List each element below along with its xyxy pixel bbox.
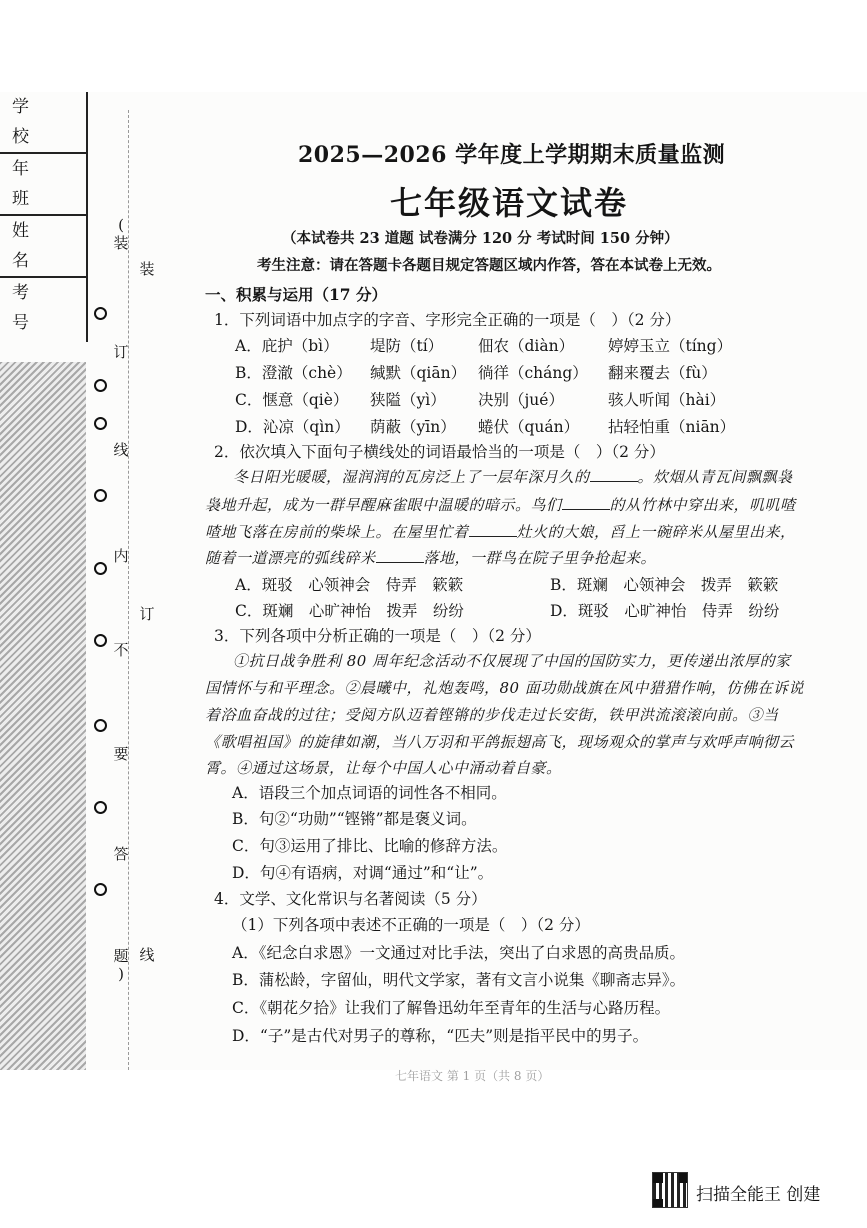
q1-option: B．澄澈（chè） [235,364,352,382]
binding-label: 线 [113,441,129,459]
q1-option: 婷婷玉立（tíng） [608,337,733,355]
q1-option: 翻来覆去（fù） [608,364,717,382]
qr-code-icon [652,1172,688,1208]
q2-passage-line [205,521,796,542]
q2-option: D．斑驳 心旷神怡 侍弄 纷纷 [550,602,780,620]
answer-blank [562,497,610,510]
q2-passage-line [233,466,793,487]
q2-option: A．斑驳 心领神会 侍弄 簌簌 [235,576,464,594]
binding-dashed-line [128,110,129,1070]
answer-blank [590,469,638,482]
exam-number-field: 考 号 [12,283,43,333]
q1-option: C．惬意（qiè） [235,391,349,409]
punch-hole-icon [94,801,107,814]
watermark-text: 扫描全能王 创建 [696,1185,821,1205]
q2-passage-line [205,494,796,515]
question-1-stem: 1．下列词语中加点字的字音、字形完全正确的一项是（ ）（2 分） [214,311,681,329]
binding-label: 内 [113,547,129,565]
answer-blank [376,550,424,563]
q4-option: B．蒲松龄，字留仙，明代文学家，著有文言小说集《聊斋志异》。 [232,971,686,989]
exam-title: 七年级语文试卷 [390,184,629,222]
q1-option: 蜷伏（quán） [478,418,580,436]
q3-passage-line: 着浴血奋战的过往；受阅方队迈着铿锵的步伐走过长安街，铁甲洪流滚滚向前。③当 [205,706,779,724]
camscanner-watermark [652,1172,852,1212]
question-2-stem: 2．依次填入下面句子横线处的词语最恰当的一项是（ ）（2 分） [214,443,665,461]
answer-blank [469,524,517,537]
binding-label-outer: 装 [139,260,155,278]
q3-passage-line: 《歌唱祖国》的旋律如潮，当八万羽和平鸽振翅高飞，现场观众的掌声与欢呼声响彻云 [205,733,795,751]
binding-label-outer: 线 [139,946,155,964]
question-3-stem: 3．下列各项中分析正确的一项是（ ）（2 分） [214,627,541,645]
punch-hole-icon [94,634,107,647]
q2-option: B．斑斓 心领神会 拨弄 簌簌 [550,576,779,594]
q2-passage-line [205,547,656,568]
passage-text: 喳地飞落在房前的柴垛上。在屋里忙着 [205,523,469,541]
q3-passage-line: ①抗日战争胜利 80 周年纪念活动不仅展现了中国的国防实力，更传递出浓厚的家 [233,652,791,670]
q1-option: A．庇护（bì） [235,337,339,355]
binding-label: 订 [113,343,129,361]
q1-option: 骇人听闻（hài） [608,391,726,409]
q3-passage-line: 国情怀与和平理念。②晨曦中，礼炮轰鸣，80 面功勋战旗在风中猎猎作响，仿佛在诉说 [205,679,804,697]
q1-option: 徜徉（cháng） [478,364,588,382]
binding-label-outer: 订 [139,605,155,623]
passage-text: 落地，一群鸟在院子里争抢起来。 [423,549,657,567]
binding-label: 不 [113,641,129,659]
q3-option: A．语段三个加点词语的词性各不相同。 [232,784,507,802]
binding-label: ( [118,216,124,234]
punch-hole-icon [94,562,107,575]
q2-option: C．斑斓 心旷神怡 拨弄 纷纷 [235,602,464,620]
q1-option: 拈轻怕重（niān） [608,418,736,436]
q1-option: 决别（jué） [478,391,564,409]
student-info-table [0,92,88,342]
binding-label: 装 [113,234,129,252]
binding-label: ) [118,965,124,983]
q4-option: D．“子”是古代对男子的尊称，“匹夫”则是指平民中的男子。 [232,1027,649,1045]
q4-option: A．《纪念白求恩》一文通过对比手法，突出了白求恩的高贵品质。 [232,944,685,962]
passage-text: 灶火的大娘，舀上一碗碎米从屋里出来， [516,523,796,541]
q1-option: 堤防（tí） [370,337,444,355]
q1-option: 佃农（diàn） [478,337,575,355]
school-field: 学 校 [0,92,86,154]
passage-text: 的从竹林中穿出来，叽叽喳 [609,496,796,514]
q3-option: D．句④有语病，对调“通过”和“让”。 [232,864,494,882]
passage-text: 随着一道漂亮的弧线碎米 [205,549,376,567]
question-4-stem: 4．文学、文化常识与名著阅读（5 分） [214,890,487,908]
q3-passage-line: 霄。④通过这场景，让每个中国人心中涌动着自豪。 [205,759,562,777]
q1-option: 荫蔽（yīn） [370,418,456,436]
q1-option: 缄默（qiān） [370,364,467,382]
q1-option: 狭隘（yì） [370,391,446,409]
punch-hole-icon [94,719,107,732]
q3-option: B．句②“功勋”“铿锵”都是褒义词。 [232,810,477,828]
class-field: 年 班 [0,154,86,216]
q3-option: C．句③运用了排比、比喻的修辞方法。 [232,837,508,855]
passage-text: 袅地升起，成为一群早醒麻雀眼中温暖的暗示。鸟们 [205,496,562,514]
binding-label: 要 [113,745,129,763]
punch-hole-icon [94,489,107,502]
passage-text: 冬日阳光暖暖，湿润润的瓦房泛上了一层年深月久的 [233,468,590,486]
q4-option: C．《朝花夕拾》让我们了解鲁迅幼年至青年的生活与心路历程。 [232,999,671,1017]
punch-hole-icon [94,417,107,430]
punch-hole-icon [94,883,107,896]
section-heading: 一、积累与运用（17 分） [205,285,387,304]
exam-info: （本试卷共 23 道题 试卷满分 120 分 考试时间 150 分钟） [282,230,679,247]
punch-hole-icon [94,379,107,392]
passage-text: 。炊烟从青瓦间飘飘袅 [637,468,793,486]
question-4-sub-stem: （1）下列各项中表述不正确的一项是（ ）（2 分） [232,916,590,934]
exam-title-line1: 2025—2026 学年度上学期期末质量监测 [298,142,726,168]
binding-label: 答 [113,845,129,863]
hatched-margin [0,362,86,1070]
name-field: 姓 名 [0,216,86,278]
exam-notice: 考生注意：请在答题卡各题目规定答题区域内作答，答在本试卷上无效。 [257,257,721,274]
punch-hole-icon [94,307,107,320]
q1-option: D．沁凉（qìn） [235,418,350,436]
page-footer: 七年语文 第 1 页（共 8 页） [395,1069,550,1083]
binding-label: 题 [113,947,129,965]
